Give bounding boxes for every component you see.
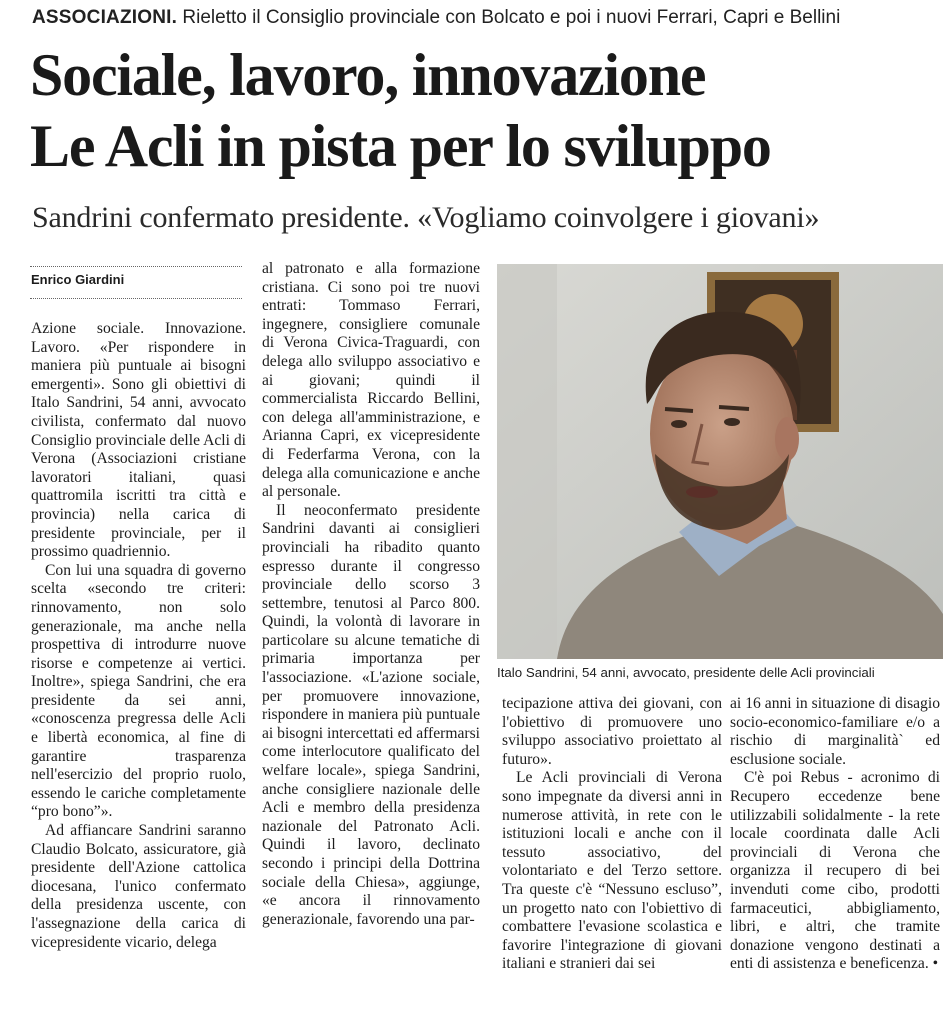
paragraph: ai 16 anni in situazione di disagio socio-economico-familiare e/o a rischio di marginalità` ed esclusione sociale. [730, 695, 940, 768]
paragraph: tecipazione attiva dei giovani, con l'obiettivo di promuovere uno sviluppo associativo proiettato al futuro». [502, 695, 722, 768]
article-column-2 [262, 260, 480, 929]
author-byline: Enrico Giardini [31, 272, 125, 287]
kicker [32, 6, 942, 30]
headline-line-1: Sociale, lavoro, innovazione [30, 42, 706, 108]
byline-rule-bottom [30, 298, 242, 299]
paragraph: Con lui una squadra di governo scelta «secondo tre criteri: rinnovamento, non solo generazionale, ma anche nella prospettiva di introdurre nuove risorse e competenze ai vertici. Inoltre», spiega Sandrini, che era presidente da sei anni, «conoscenza pregressa delle Acli e libertà economica, al fine di garantire trasparenza nell'esercizio del proprio ruolo, essendo le cariche completamente “pro bono”». [31, 561, 246, 821]
article-column-3 [502, 695, 722, 974]
paragraph: Ad affiancare Sandrini saranno Claudio Bolcato, assicuratore, già presidente dell'Azione cattolica diocesana, l'unico confermato della presidenza uscente, con l'assegnazione della carica di vicepresidente vicario, delega [31, 822, 246, 951]
paragraph: Le Acli provinciali di Verona sono impegnate da diversi anni in numerose attività, in rete con le istituzioni locali e anche con il tessuto associativo, del volontariato e del Terzo settore. Tra queste c'è “Nessuno escluso”, un progetto nato con l'obiettivo di combattere l'evasione scolastica e favorire l'integrazione di giovani italiani e stranieri dai sei [502, 769, 722, 973]
article-column-1 [31, 320, 246, 952]
kicker-tag: ASSOCIAZIONI. [32, 7, 178, 28]
subheadline: Sandrini confermato presidente. «Vogliamo coinvolgere i giovani» [32, 201, 820, 234]
photo-caption: Italo Sandrini, 54 anni, avvocato, presidente delle Acli provinciali [497, 665, 875, 680]
article-column-4 [730, 695, 940, 974]
portrait-photo [497, 264, 943, 659]
paragraph: C'è poi Rebus - acronimo di Recupero eccedenze bene utilizzabili solidalmente - la rete locale coordinata dalle Acli provinciali di Verona che organizza il recupero di bei invenduti come cibo, prodotti farmaceutici, abbigliamento, libri, e altri, che tramite donazione vengono destinati a enti di assistenza e beneficenza. • [730, 769, 940, 973]
portrait-illustration [497, 264, 943, 659]
paragraph: al patronato e alla formazione cristiana. Ci sono poi tre nuovi entrati: Tommaso Ferrari, ingegnere, consigliere comunale di Verona Civica-Traguardi, con delega allo sviluppo associativo e ai giovani; quindi il commercialista Riccardo Bellini, con delega all'amministrazione, e Arianna Capri, ex vicepresidente di Federfarma Verona, con la delega alla comunicazione e anche al personale. [262, 260, 480, 501]
headline-line-2: Le Acli in pista per lo sviluppo [30, 113, 771, 179]
byline-rule-top [30, 266, 242, 267]
kicker-text: Rieletto il Consiglio provinciale con Bolcato e poi i nuovi Ferrari, Capri e Bellini [182, 7, 841, 28]
paragraph: Il neoconfermato presidente Sandrini davanti ai consiglieri provinciali ha ribadito quanto espresso durante il congresso provinciale dello scorso 3 settembre, tenutosi al Parco 800. Quindi, la volontà di lavorare in particolare su alcune tematiche di primaria importanza per l'associazione. «L'azione sociale, per promuovere innovazione, rispondere in maniera più puntuale ai bisogni intercettati ed affermarsi come interlocutore qualificato del welfare locale», spiega Sandrini, anche consigliere nazionale delle Acli e membro della presidenza nazionale del Patronato Acli. Quindi il lavoro, declinato secondo i principi della Dottrina sociale della Chiesa», aggiunge, «e ancora il rinnovamento generazionale, favorendo una par- [262, 501, 480, 928]
paragraph: Azione sociale. Innovazione. Lavoro. «Per rispondere in maniera più puntuale ai bisogni emergenti». Sono gli obiettivi di Italo Sandrini, 54 anni, avvocato civilista, confermato dal nuovo Consiglio provinciale delle Acli di Verona (Associazioni cristiane lavoratori italiani, quasi quattromila iscritti tra città e provincia) nella carica di presidente provinciale, per il prossimo quadriennio. [31, 320, 246, 561]
